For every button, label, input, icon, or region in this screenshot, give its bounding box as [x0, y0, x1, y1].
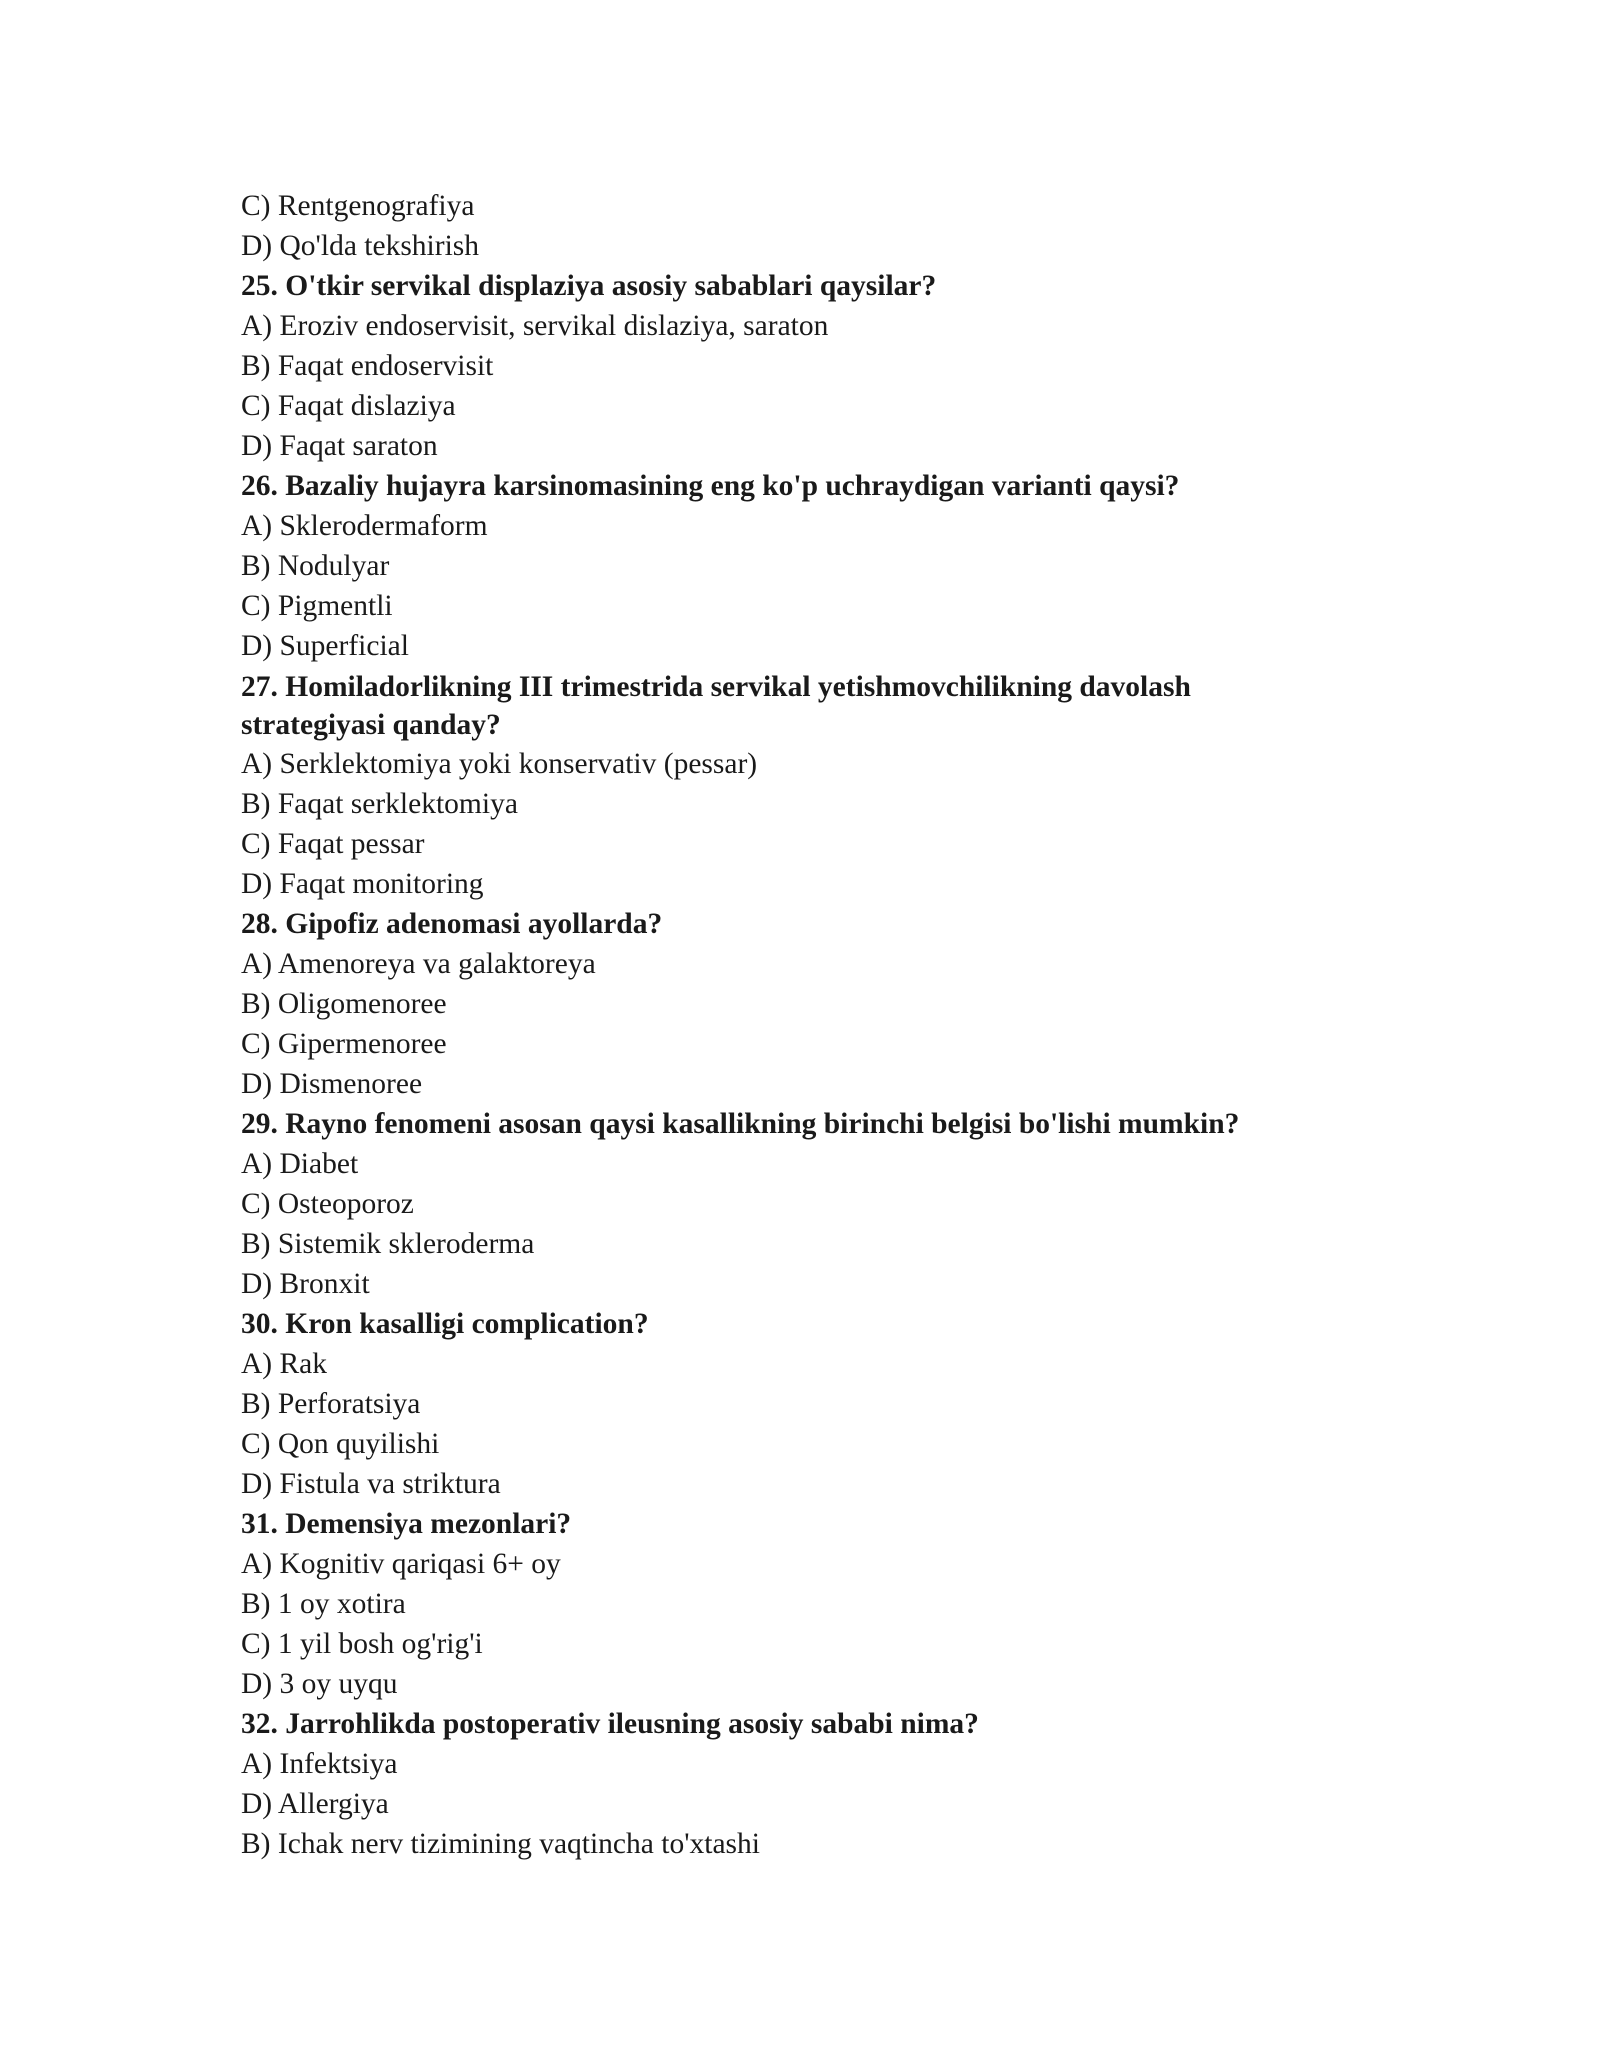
answer-option: C) Rentgenografiya	[241, 190, 475, 222]
answer-option: C) Qon quyilishi	[241, 1428, 440, 1460]
answer-option: C) Faqat dislaziya	[241, 390, 456, 422]
question-title: 29. Rayno fenomeni asosan qaysi kasallikning birinchi belgisi bo'lishi mumkin?	[241, 1108, 1240, 1140]
answer-option: B) Ichak nerv tizimining vaqtincha to'xtashi	[241, 1828, 760, 1860]
answer-option: D) 3 oy uyqu	[241, 1668, 398, 1700]
answer-option: B) Perforatsiya	[241, 1388, 421, 1420]
answer-option: D) Dismenoree	[241, 1068, 423, 1100]
answer-option: B) Oligomenoree	[241, 988, 447, 1020]
answer-option: B) 1 oy xotira	[241, 1588, 406, 1620]
answer-option: A) Eroziv endoservisit, servikal dislaziya, saraton	[241, 310, 829, 342]
answer-option: D) Superficial	[241, 630, 409, 662]
question-title: 25. O'tkir servikal displaziya asosiy sabablari qaysilar?	[241, 270, 937, 302]
question-title: 28. Gipofiz adenomasi ayollarda?	[241, 908, 663, 940]
answer-option: A) Amenoreya va galaktoreya	[241, 948, 596, 980]
question-title: 27. Homiladorlikning III trimestrida servikal yetishmovchilikning davolash strategiyasi qanday?	[241, 671, 1191, 741]
answer-option: B) Sistemik skleroderma	[241, 1228, 535, 1260]
answer-option: B) Nodulyar	[241, 550, 390, 582]
answer-option: D) Allergiya	[241, 1788, 389, 1820]
answer-option: C) Pigmentli	[241, 590, 393, 622]
answer-option: D) Bronxit	[241, 1268, 370, 1300]
answer-option: C) Faqat pessar	[241, 828, 425, 860]
answer-option: C) Gipermenoree	[241, 1028, 447, 1060]
answer-option: A) Rak	[241, 1348, 328, 1380]
document-page	[241, 186, 1441, 1864]
answer-option: B) Faqat endoservisit	[241, 350, 494, 382]
answer-option: A) Serklektomiya yoki konservativ (pessar)	[241, 748, 758, 780]
question-title: 26. Bazaliy hujayra karsinomasining eng ko'p uchraydigan varianti qaysi?	[241, 470, 1180, 502]
answer-option: B) Faqat serklektomiya	[241, 788, 518, 820]
answer-option: D) Qo'lda tekshirish	[241, 230, 480, 262]
answer-option: D) Faqat monitoring	[241, 868, 484, 900]
answer-option: D) Faqat saraton	[241, 430, 438, 462]
answer-option: C) Osteoporoz	[241, 1188, 414, 1220]
question-title: 31. Demensiya mezonlari?	[241, 1508, 572, 1540]
answer-option: A) Sklerodermaform	[241, 510, 488, 542]
answer-option: A) Kognitiv qariqasi 6+ oy	[241, 1548, 561, 1580]
question-title: 30. Kron kasalligi complication?	[241, 1308, 649, 1340]
answer-option: A) Diabet	[241, 1148, 359, 1180]
answer-option: A) Infektsiya	[241, 1748, 398, 1780]
question-title: 32. Jarrohlikda postoperativ ileusning asosiy sababi nima?	[241, 1708, 979, 1740]
answer-option: D) Fistula va striktura	[241, 1468, 501, 1500]
answer-option: C) 1 yil bosh og'rig'i	[241, 1628, 483, 1660]
